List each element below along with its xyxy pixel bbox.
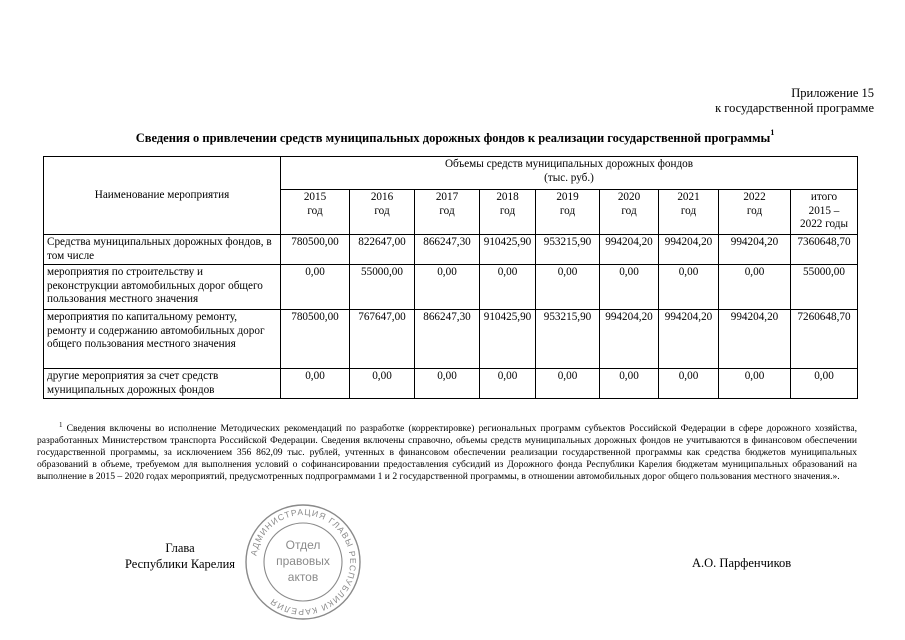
stamp-center-line-2: правовых: [276, 554, 330, 568]
cell-value: 0,00: [719, 369, 791, 399]
cell-value: 0,00: [480, 265, 536, 310]
cell-value: 866247,30: [415, 235, 480, 265]
cell-value: 994204,20: [719, 310, 791, 369]
stamp-center-line-3: актов: [287, 570, 319, 584]
cell-value: 7360648,70: [791, 235, 858, 265]
year-header: 2015 год: [281, 190, 350, 235]
document-title: [40, 128, 870, 146]
funding-table: [43, 156, 858, 399]
stamp-center-line-1: Отдел: [285, 538, 321, 552]
year-header: 2021 год: [659, 190, 719, 235]
row-name: мероприятия по строительству и реконструкции автомобильных дорог общего пользования местного значения: [44, 265, 281, 310]
cell-value: 0,00: [415, 369, 480, 399]
cell-value: 780500,00: [281, 310, 350, 369]
cell-value: 780500,00: [281, 235, 350, 265]
cell-value: 994204,20: [719, 235, 791, 265]
cell-value: 0,00: [281, 265, 350, 310]
signatory-title-line-2: Республики Карелия: [124, 557, 236, 571]
cell-value: 910425,90: [480, 235, 536, 265]
stamp-ring-text: АДМИНИСТРАЦИЯ ГЛАВЫ РЕСПУБЛИКИ КАРЕЛИЯ: [248, 506, 359, 618]
cell-value: 0,00: [350, 369, 415, 399]
cell-value: 994204,20: [659, 310, 719, 369]
cell-value: 0,00: [480, 369, 536, 399]
cell-value: 822647,00: [350, 235, 415, 265]
year-header: 2022 год: [719, 190, 791, 235]
cell-value: 0,00: [659, 369, 719, 399]
official-stamp: [243, 502, 363, 622]
total-header: итого 2015 – 2022 годы: [791, 190, 858, 235]
document-title-text: Сведения о привлечении средств муниципальных дорожных фондов к реализации государственной программы: [135, 131, 771, 145]
signatory-title-line-1: Глава: [165, 541, 195, 555]
cell-value: 0,00: [600, 265, 659, 310]
cell-value: 953215,90: [536, 310, 600, 369]
year-header: 2019 год: [536, 190, 600, 235]
row-name: Средства муниципальных дорожных фондов, в том числе: [44, 235, 281, 265]
appendix-line-2: к государственной программе: [715, 101, 874, 115]
row-name: мероприятия по капитальному ремонту, ремонту и содержанию автомобильных дорог общего пользования местного значения: [44, 310, 281, 369]
year-header: 2016 год: [350, 190, 415, 235]
appendix-line-1: Приложение 15: [791, 86, 874, 100]
cell-value: 0,00: [536, 265, 600, 310]
cell-value: 0,00: [791, 369, 858, 399]
cell-value: 994204,20: [600, 310, 659, 369]
year-header: 2017 год: [415, 190, 480, 235]
column-header-volume: Объемы средств муниципальных дорожных фондов (тыс. руб.): [281, 157, 858, 190]
cell-value: 7260648,70: [791, 310, 858, 369]
cell-value: 55000,00: [791, 265, 858, 310]
cell-value: 55000,00: [350, 265, 415, 310]
cell-value: 910425,90: [480, 310, 536, 369]
cell-value: 0,00: [415, 265, 480, 310]
table-row: [44, 235, 858, 265]
signatory-name: А.О. Парфенчиков: [692, 556, 792, 570]
footnote-text: Сведения включены во исполнение Методических рекомендаций по разработке (корректировке) региональных программ субъектов Российской Федерации в сфере дорожного хозяйства, разработанных Министерством транспорта Российской Федерации. Сведения включены справочно, объемы средств муниципальных дорожных фондов не учитываются в финансовом обеспечении государственной программы, за исключением 356 862,09 тыс. рублей, учтенных в финансовом обеспечении реализации государственной программы как средства бюджетов муниципальных образований в объеме, требуемом для выполнения условий о софинансировании предоставления субсидий из Дорожного фонда Республики Карелия бюджетам муниципальных образований на выполнение в 2015 – 2020 годах мероприятий, предусмотренных подпрограммами 1 и 2 государственной программы, в отношении автомобильных дорог общего пользования местного значения.».: [37, 423, 857, 483]
year-header: 2018 год: [480, 190, 536, 235]
cell-value: 0,00: [719, 265, 791, 310]
cell-value: 0,00: [281, 369, 350, 399]
cell-value: 866247,30: [415, 310, 480, 369]
table-row: [44, 369, 858, 399]
column-header-name: Наименование мероприятия: [44, 157, 281, 235]
footnote-mark: 1: [59, 421, 63, 429]
row-name: другие мероприятия за счет средств муниципальных дорожных фондов: [44, 369, 281, 399]
title-footnote-mark: 1: [770, 128, 775, 137]
cell-value: 953215,90: [536, 235, 600, 265]
cell-value: 767647,00: [350, 310, 415, 369]
cell-value: 0,00: [659, 265, 719, 310]
cell-value: 994204,20: [600, 235, 659, 265]
year-header: 2020 год: [600, 190, 659, 235]
signatory-title: [115, 540, 245, 572]
table-row: [44, 310, 858, 369]
appendix-note: [715, 86, 874, 116]
cell-value: 0,00: [536, 369, 600, 399]
footnote: [37, 419, 857, 483]
table-row: [44, 265, 858, 310]
cell-value: 0,00: [600, 369, 659, 399]
cell-value: 994204,20: [659, 235, 719, 265]
